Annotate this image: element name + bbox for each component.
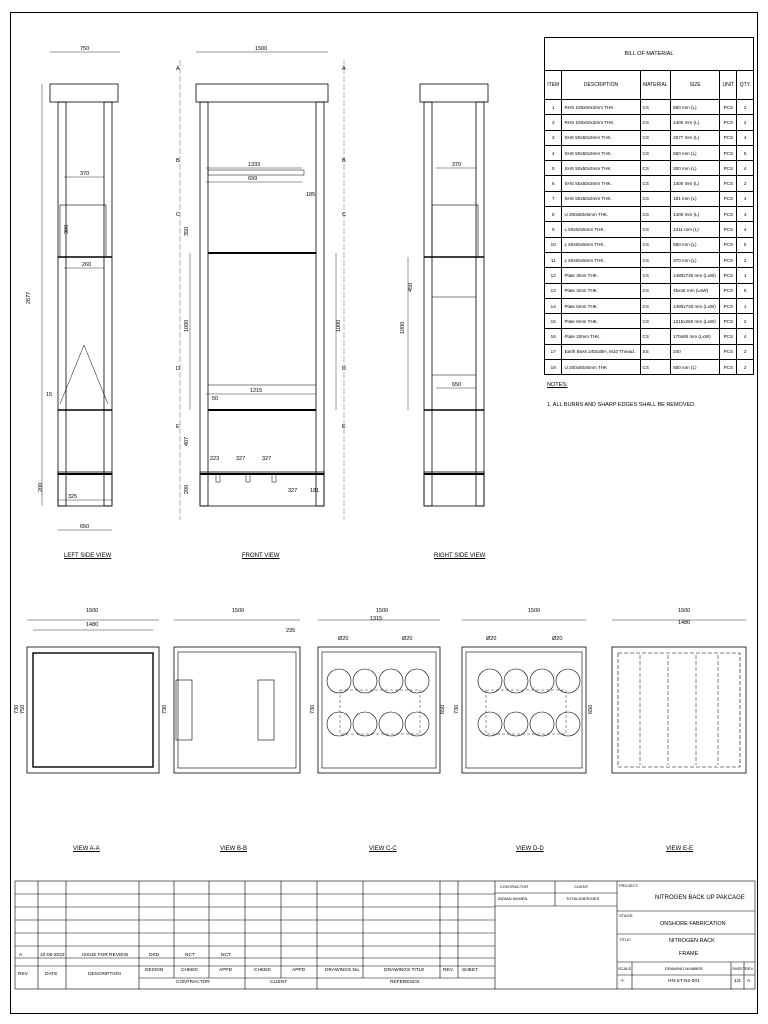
label-left-side-view: LEFT SIDE VIEW — [64, 553, 112, 559]
dim-cc-20b: Ø20 — [402, 636, 413, 642]
hdr-appd: APPD — [219, 968, 233, 973]
section-mark-a-left: A — [176, 66, 180, 72]
bom-cell: 650 mm (L) — [671, 145, 720, 160]
bom-header-qty: QTY. — [737, 71, 754, 100]
bom-cell: PCS — [720, 145, 737, 160]
bom-title: BILL OF MATERIAL — [545, 38, 754, 71]
bom-cell: Plate 3mm THK. — [562, 268, 640, 283]
title-line-1: NITROGEN RACK — [669, 938, 715, 944]
dim-cc-650: 650 — [440, 704, 446, 714]
dim-fv-350: 350 — [184, 226, 190, 236]
bom-cell: PCS — [720, 191, 737, 206]
bom-cell: CS — [640, 100, 671, 115]
contractor-name: INDIAN NUMEN — [498, 896, 528, 901]
view-dd-drawing — [462, 620, 586, 773]
bom-cell: 6 — [737, 283, 754, 298]
bom-cell: CS — [640, 298, 671, 313]
scale-value: -/- — [620, 979, 625, 984]
bom-row — [545, 222, 754, 237]
dim-fv-699: 699 — [248, 176, 258, 182]
bom-cell: 15 — [545, 314, 562, 329]
bom-cell: 181 mm (L) — [671, 191, 720, 206]
bom-cell: 1400 mm (L) — [671, 207, 720, 222]
bom-row — [545, 314, 754, 329]
dim-dd-20b: Ø20 — [552, 636, 563, 642]
bom-cell: CS — [640, 222, 671, 237]
rev-value: A — [19, 953, 23, 958]
contractor-label: CONTRACTOR — [500, 884, 529, 889]
bom-cell: CS — [640, 329, 671, 344]
rev-letter: A — [747, 979, 751, 984]
bom-cell: 2 — [737, 314, 754, 329]
bom-cell: 2 — [737, 360, 754, 375]
bom-cell: PCS — [720, 329, 737, 344]
dim-fv-50: 50 — [212, 396, 219, 402]
view-ee-drawing — [612, 620, 746, 773]
dim-fv-407: 407 — [184, 436, 190, 446]
bom-cell: PCS — [720, 344, 737, 359]
dim-fv-200: 200 — [184, 484, 190, 494]
dim-fv-327: 327 — [236, 456, 246, 462]
bom-cell: 3 — [545, 130, 562, 145]
group-client: CLIENT — [270, 980, 288, 985]
bom-cell: 7 — [545, 191, 562, 206]
bom-cell: CS — [640, 268, 671, 283]
section-mark-c-right: C — [342, 212, 346, 218]
bom-row — [545, 176, 754, 191]
title-label: TITLE: — [619, 937, 632, 942]
bom-cell: CS — [640, 191, 671, 206]
bom-row — [545, 145, 754, 160]
bom-cell: 370 mm (L) — [671, 252, 720, 267]
bom-cell: L 50x50x5mm THK. — [562, 252, 640, 267]
dim-ls-650: 650 — [80, 524, 90, 530]
hdr-drawings-title: DRAWINGS TITLE — [384, 968, 425, 973]
project-label: PROJECT: — [619, 883, 639, 888]
bom-row — [545, 100, 754, 115]
bom-cell: PCS — [720, 207, 737, 222]
dim-ls-200: 200 — [38, 482, 44, 492]
dim-dd-730: 730 — [454, 704, 460, 714]
dim-fv-1215: 1215 — [250, 388, 263, 394]
dim-rs-370: 370 — [452, 162, 462, 168]
bom-cell: PCS — [720, 222, 737, 237]
bom-cell: 1 — [737, 268, 754, 283]
dim-rs-650: 650 — [452, 382, 462, 388]
bom-header-size: SIZE — [671, 71, 720, 100]
bom-cell: U 200x50x5mm THK — [562, 360, 640, 375]
bom-cell: SHS 50x50x3mm THK. — [562, 130, 640, 145]
rev-design: DKD — [149, 953, 160, 958]
dim-bb-730: 730 — [162, 704, 168, 714]
bom-cell: L 50x50x5mm THK. — [562, 222, 640, 237]
bom-cell: 5 — [545, 161, 562, 176]
bom-cell: CS — [640, 115, 671, 130]
dim-dd-20a: Ø20 — [486, 636, 497, 642]
bom-cell: 17 — [545, 344, 562, 359]
bom-cell: 170x85 mm (LxW) — [671, 329, 720, 344]
hdr-chked: CHKED — [181, 968, 198, 973]
section-mark-d-right: D — [342, 366, 346, 372]
bom-header-unit: UNIT — [720, 71, 737, 100]
bom-cell: PCS — [720, 176, 737, 191]
bom-cell: 4 — [737, 161, 754, 176]
bom-row — [545, 115, 754, 130]
dim-ls-15: 15 — [46, 392, 53, 398]
hdr-client-chked: CHKED — [254, 968, 271, 973]
bom-cell: 6 — [737, 145, 754, 160]
label-front-view: FRONT VIEW — [242, 553, 280, 559]
bom-cell: 2 — [737, 344, 754, 359]
bom-cell: PCS — [720, 314, 737, 329]
bom-cell: 2 — [737, 176, 754, 191]
bom-cell: 45x45 mm (LxW) — [671, 283, 720, 298]
label-right-side-view: RIGHT SIDE VIEW — [434, 553, 486, 559]
hdr-date: DATE — [45, 972, 58, 977]
bom-cell: SHS 50x50x3mm THK. — [562, 161, 640, 176]
dim-cc-730: 730 — [310, 704, 316, 714]
dim-ls-260: 260 — [82, 262, 92, 268]
dim-ls-370: 370 — [80, 171, 90, 177]
hdr-drawings-no: DRAWINGS No. — [325, 968, 361, 973]
dim-dd-650: 650 — [588, 704, 594, 714]
dim-rs-1000: 1000 — [400, 321, 406, 334]
scale-label: SCALE — [618, 966, 632, 971]
bom-row — [545, 344, 754, 359]
bom-cell: 2 — [545, 115, 562, 130]
left-side-view-drawing — [42, 52, 120, 530]
drawing-number: HN-ST-N2-001 — [668, 979, 700, 984]
bom-cell: 4 — [545, 145, 562, 160]
bom-cell: Plate 6mm THK. — [562, 314, 640, 329]
bom-cell: 240 — [671, 344, 720, 359]
dim-fv-181: 181 — [310, 488, 320, 494]
bom-cell: 4 — [737, 191, 754, 206]
bom-cell: 2 — [737, 252, 754, 267]
bom-cell: CS — [640, 145, 671, 160]
bom-cell: 300 mm (L) — [671, 161, 720, 176]
rev-appd: NCT — [221, 953, 231, 958]
bom-cell: CS — [640, 237, 671, 252]
bill-of-material-table — [544, 37, 754, 375]
bom-cell: 1400 mm (L) — [671, 176, 720, 191]
dim-fv-1000-right: 1000 — [336, 319, 342, 332]
view-aa-drawing — [27, 620, 159, 773]
notes-section — [547, 382, 696, 408]
bom-row — [545, 237, 754, 252]
bom-cell: 650 mm (L) — [671, 237, 720, 252]
dim-ls-300: 300 — [64, 224, 70, 234]
section-mark-b-left: B — [176, 158, 180, 164]
dim-ls-2677: 2677 — [26, 291, 32, 304]
bom-cell: Earth Boss 240x30H, M10 Thread. — [562, 344, 640, 359]
drawing-number-label: DRAWING NUMBER — [665, 966, 703, 971]
rev-description: ISSUE FOR REVIEW — [82, 953, 129, 958]
bom-cell: PCS — [720, 130, 737, 145]
dim-ee-1500: 1500 — [678, 608, 691, 614]
front-view-drawing — [180, 52, 344, 520]
bom-cell: PCS — [720, 237, 737, 252]
bom-cell: 4 — [737, 130, 754, 145]
bom-cell: 1311 mm (L) — [671, 222, 720, 237]
rev-label: REV. — [745, 966, 754, 971]
bom-cell: SHS 50x50x3mm THK. — [562, 145, 640, 160]
note-item: 1. ALL BURRS AND SHARP EDGES SHALL BE REMOVED. — [547, 402, 696, 408]
section-mark-a-right: A — [342, 66, 346, 72]
bom-row — [545, 268, 754, 283]
label-view-ee: VIEW E-E — [666, 846, 694, 852]
bom-cell: CS — [640, 130, 671, 145]
bom-cell: 11 — [545, 252, 562, 267]
bom-row — [545, 130, 754, 145]
bom-cell: PCS — [720, 252, 737, 267]
stage-value: ONSHORE FABRICATION — [660, 921, 726, 927]
label-view-dd: VIEW D-D — [516, 846, 544, 852]
label-view-cc: VIEW C-C — [369, 846, 397, 852]
section-mark-e-right: E — [342, 424, 346, 430]
hdr-rev: REV. — [18, 972, 29, 977]
bom-cell: 650 mm (L) — [671, 360, 720, 375]
dim-aa-1480: 1480 — [86, 622, 99, 628]
bom-cell: 1480x730 mm (LxW) — [671, 298, 720, 313]
dim-bb-1500: 1500 — [232, 608, 245, 614]
bom-cell: 18 — [545, 360, 562, 375]
bom-cell: 4 — [737, 222, 754, 237]
bom-row — [545, 191, 754, 206]
dim-cc-1500: 1500 — [376, 608, 389, 614]
view-cc-drawing — [318, 620, 440, 773]
bom-row — [545, 360, 754, 375]
bom-header-description: DESCRIPTION — [562, 71, 640, 100]
bom-cell: PCS — [720, 360, 737, 375]
dim-aa-730: 730 — [14, 704, 20, 714]
hdr-client-appd: APPD — [292, 968, 306, 973]
bom-cell: SHS 50x50x3mm THK. — [562, 176, 640, 191]
bom-cell: 5 — [737, 237, 754, 252]
bom-cell: 1 — [545, 100, 562, 115]
dim-ee-1480: 1480 — [678, 620, 691, 626]
bom-row — [545, 329, 754, 344]
bom-cell: 1215x260 mm (LxW) — [671, 314, 720, 329]
bom-cell: 1 — [737, 298, 754, 313]
group-contractor: CONTRACTOR — [176, 980, 210, 985]
bom-cell: PCS — [720, 161, 737, 176]
hdr-design: DESIGN — [145, 968, 164, 973]
bom-cell: PCS — [720, 268, 737, 283]
bom-row — [545, 298, 754, 313]
bom-cell: CS — [640, 207, 671, 222]
bom-row — [545, 283, 754, 298]
dim-fv-327c: 327 — [288, 488, 298, 494]
bom-cell: CS — [640, 283, 671, 298]
bom-cell: 9 — [545, 222, 562, 237]
bom-cell: 16 — [545, 329, 562, 344]
bom-cell: SS — [640, 344, 671, 359]
hdr-sheet: SHEET — [462, 968, 478, 973]
dim-cc-20a: Ø20 — [338, 636, 349, 642]
bom-cell: 1400 mm (L) — [671, 115, 720, 130]
dim-dd-1500: 1500 — [528, 608, 541, 614]
bom-cell: Plate 6mm THK. — [562, 298, 640, 313]
bom-cell: CS — [640, 161, 671, 176]
bom-cell: CS — [640, 176, 671, 191]
label-view-aa: VIEW A-A — [73, 846, 100, 852]
bom-cell: 2 — [737, 115, 754, 130]
bom-cell: PCS — [720, 298, 737, 313]
dim-rs-450: 450 — [408, 282, 414, 292]
bom-cell: CS — [640, 360, 671, 375]
dim-fv-1500: 1500 — [255, 46, 268, 52]
section-mark-c-left: C — [176, 212, 180, 218]
right-side-view-drawing — [408, 84, 488, 506]
bom-cell: 3 — [737, 207, 754, 222]
bom-cell: PCS — [720, 115, 737, 130]
bom-cell: 2 — [737, 100, 754, 115]
dim-ls-750: 750 — [80, 46, 90, 52]
rev-date: 10-05-2023 — [40, 953, 65, 958]
sheet-label: SHEET — [732, 966, 746, 971]
bom-header-material: MATERIAL — [640, 71, 671, 100]
view-bb-drawing — [174, 620, 300, 773]
client-label: CLIENT — [574, 884, 589, 889]
bom-row — [545, 207, 754, 222]
bom-cell: 12 — [545, 268, 562, 283]
bom-cell: 650 mm (L) — [671, 100, 720, 115]
client-name: TOTALENERGIES — [566, 896, 600, 901]
bom-cell: Plate 3mm THK. — [562, 283, 640, 298]
bom-cell: Plate 20mm THK. — [562, 329, 640, 344]
notes-heading: NOTES: — [547, 382, 568, 388]
hdr-ref-rev: REV. — [443, 968, 454, 973]
bom-cell: CS — [640, 252, 671, 267]
bom-cell: RHS 100x50x3mm THK. — [562, 115, 640, 130]
bom-cell: 13 — [545, 283, 562, 298]
bom-cell: PCS — [720, 283, 737, 298]
label-view-bb: VIEW B-B — [220, 846, 248, 852]
group-reference: REFERENCE — [390, 980, 420, 985]
bom-body — [545, 100, 754, 375]
dim-ls-325: 325 — [68, 494, 78, 500]
dim-fv-1000: 1000 — [184, 319, 190, 332]
dim-aa-1500: 1500 — [86, 608, 99, 614]
title-line-2: FRAME — [679, 951, 699, 957]
bom-cell: 6 — [545, 176, 562, 191]
bom-cell: 4 — [737, 329, 754, 344]
bom-cell: L 50x50x5mm THK. — [562, 237, 640, 252]
bom-cell: 1480x730 mm (LxW) — [671, 268, 720, 283]
bom-cell: SHS 50x50x3mm THK. — [562, 191, 640, 206]
dim-fv-327b: 327 — [262, 456, 272, 462]
bom-header-item: ITEM — [545, 71, 562, 100]
bom-cell: 8 — [545, 207, 562, 222]
bom-cell: 14 — [545, 298, 562, 313]
project-name: NITROGEN BACK UP PAKCAGE — [655, 895, 745, 901]
dim-cc-1315: 1315 — [370, 616, 383, 622]
bom-row — [545, 161, 754, 176]
rev-chked: NCT — [185, 953, 195, 958]
section-mark-d-left: D — [176, 366, 180, 372]
dim-fv-223: 223 — [210, 456, 220, 462]
dim-aa-750: 750 — [20, 704, 26, 714]
dim-fv-185: 185 — [306, 192, 316, 198]
dim-bb-235: 235 — [286, 628, 296, 634]
section-mark-e-left: E — [176, 424, 180, 430]
dim-fv-1333: 1333 — [248, 162, 261, 168]
bom-row — [545, 252, 754, 267]
bom-cell: PCS — [720, 100, 737, 115]
bom-cell: 10 — [545, 237, 562, 252]
bom-cell: 2677 mm (L) — [671, 130, 720, 145]
bom-cell: CS — [640, 314, 671, 329]
section-mark-b-right: B — [342, 158, 346, 164]
bom-cell: U 200x50x5mm THK. — [562, 207, 640, 222]
hdr-description: DESCRIPTION — [88, 972, 121, 977]
sheet-value: 1/2 — [734, 979, 741, 984]
stage-label: STAGE: — [619, 913, 634, 918]
bom-cell: RHS 100x50x3mm THK. — [562, 100, 640, 115]
